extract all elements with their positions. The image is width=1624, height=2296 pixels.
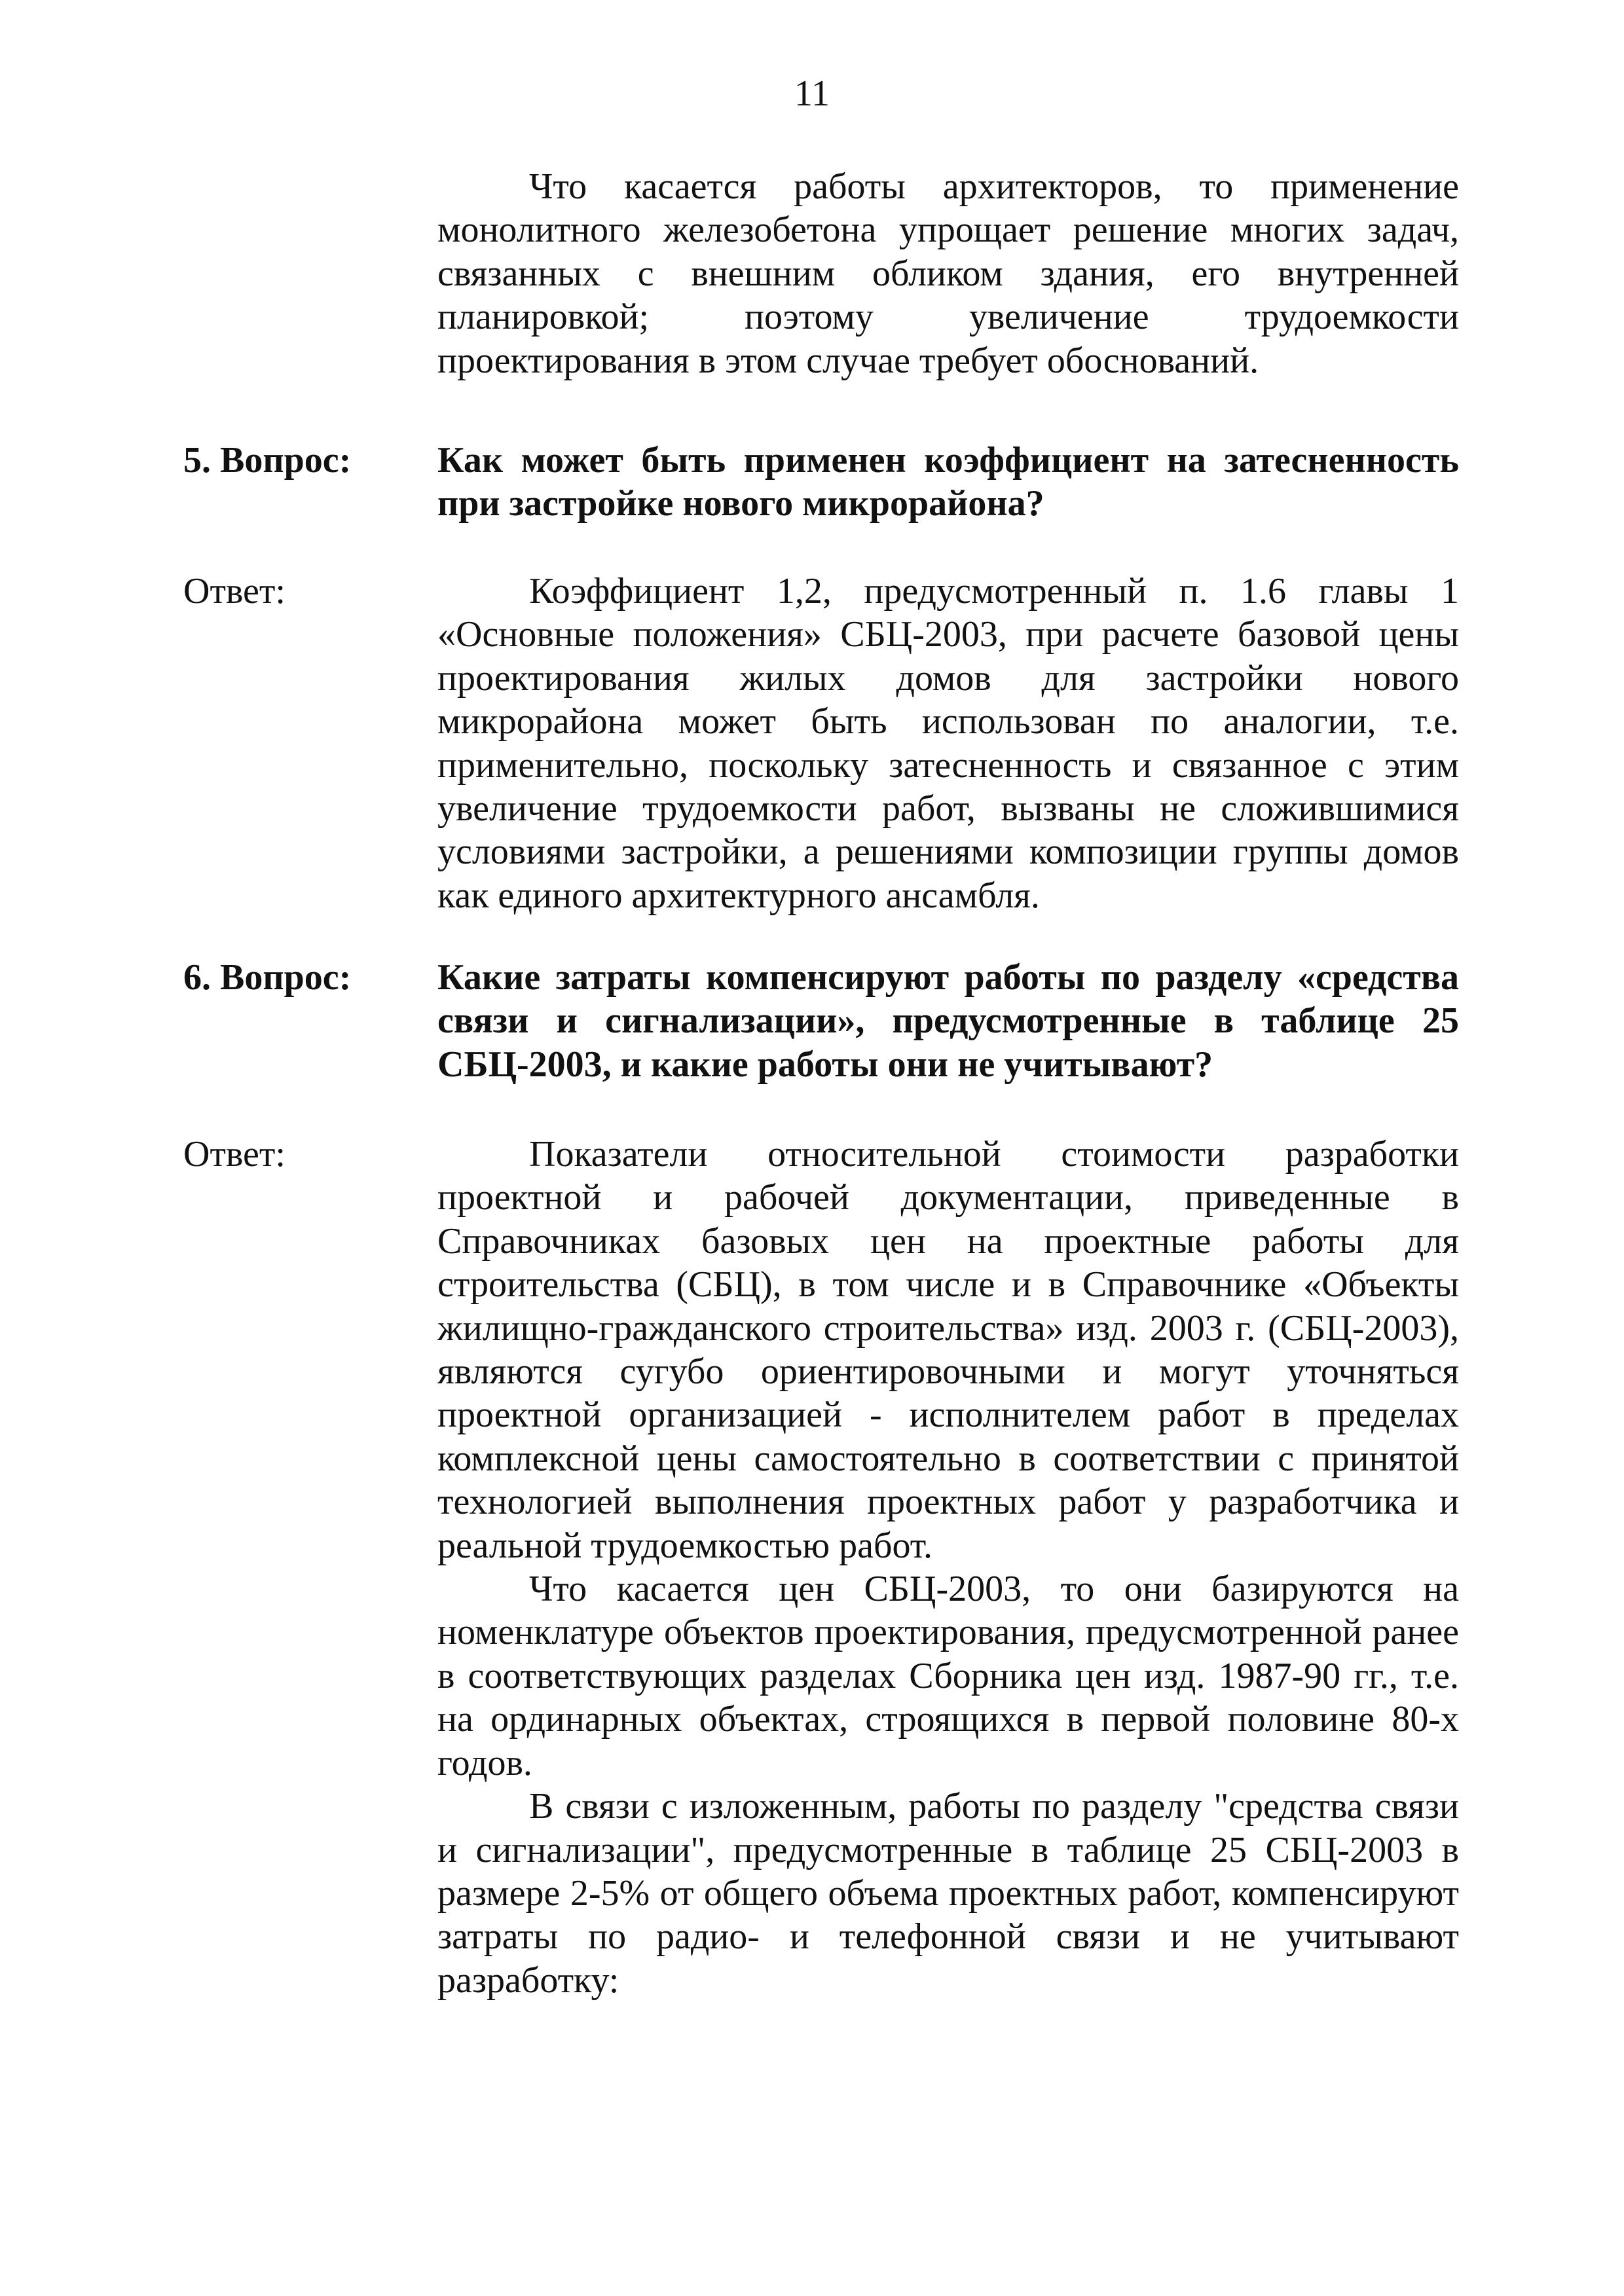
question-6-text: Какие затраты компенсируют работы по разделу «средства связи и сигнализации», предусмотренные в таблице 25 СБЦ-2003, и какие работы они не учитывают? (437, 957, 1459, 1085)
question-5-text: Как может быть применен коэффициент на затесненность при застройке нового микрорайона? (437, 440, 1459, 524)
answer-6 (437, 1133, 1459, 2002)
answer-6-label: Ответ: (183, 1134, 286, 1175)
page-number: 11 (794, 73, 830, 114)
answer-5-text: Коэффициент 1,2, предусмотренный п. 1.6 главы 1 «Основные положения» СБЦ-2003, при расчете базовой цены проектирования жилых домов для застройки нового микрорайона может быть использован по аналогии, т.е. применительно, поскольку затесненность и связанное с этим увеличение трудоемкости работ, вызваны не сложившимися условиями застройки, а решениями композиции группы домов как единого архитектурного ансамбля. (437, 571, 1459, 916)
answer-5 (437, 570, 1459, 917)
answer-6-paragraph-1: Показатели относительной стоимости разработки проектной и рабочей документации, приведенные в Справочниках базовых цен на проектные работы для строительства (СБЦ), в том числе и в Справочнике «Объекты жилищно-гражданского строительства» изд. 2003 г. (СБЦ-2003), являются сугубо ориентировочными и могут уточняться проектной организацией - исполнителем работ в пределах комплексной цены самостоятельно в соответствии с принятой технологией выполнения проектных работ у разработчика и реальной трудоемкостью работ. (437, 1134, 1459, 1566)
answer-6-paragraph-3: В связи с изложенным, работы по разделу "средства связи и сигнализации", предусмотренные в таблице 25 СБЦ-2003 в размере 2-5% от общего объема проектных работ, компенсируют затраты по радио- и телефонной связи и не учитывают разработку: (437, 1786, 1459, 2001)
question-5-label: 5. Вопрос: (183, 440, 352, 481)
answer-6-paragraph-2: Что касается цен СБЦ-2003, то они базируются на номенклатуре объектов проектирования, предусмотренной ранее в соответствующих разделах Сборника цен изд. 1987-90 гг., т.е. на ординарных объектах, строящихся в первой половине 80-х годов. (437, 1569, 1459, 1783)
question-6-label: 6. Вопрос: (183, 957, 352, 998)
intro-section (437, 165, 1459, 382)
intro-paragraph: Что касается работы архитекторов, то применение монолитного железобетона упрощает решение многих задач, связанных с внешним обликом здания, его внутренней планировкой; поэтому увеличение трудоемкости проектирования в этом случае требует обоснований. (437, 166, 1459, 381)
answer-5-label: Ответ: (183, 571, 286, 611)
